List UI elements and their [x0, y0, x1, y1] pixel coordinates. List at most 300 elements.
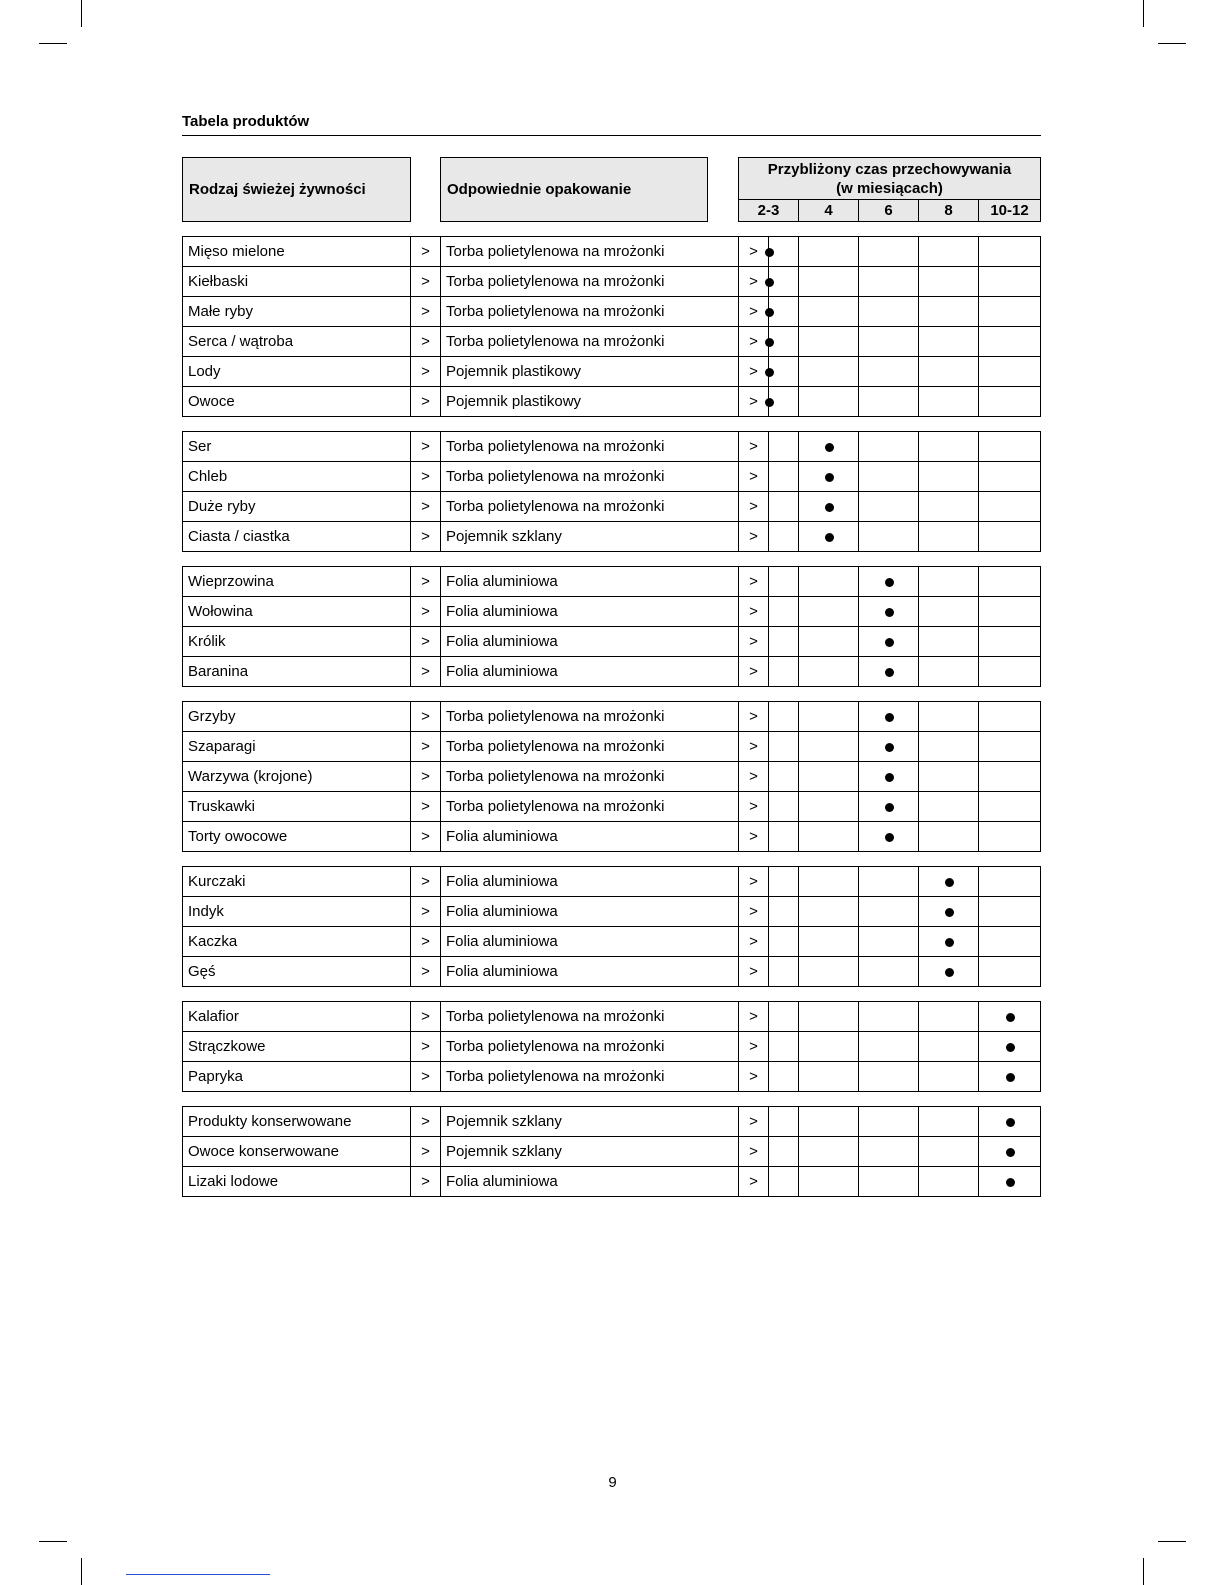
- bullet-mark: [885, 578, 894, 587]
- bullet-mark: [1006, 1043, 1015, 1052]
- arrow-cell: >: [738, 1031, 769, 1062]
- arrow-cell: >: [410, 461, 441, 492]
- packaging-cell: Folia aluminiowa: [440, 821, 739, 852]
- month-cell: [918, 1136, 979, 1167]
- packaging-cell: Folia aluminiowa: [440, 926, 739, 957]
- arrow-cell: >: [738, 821, 769, 852]
- month-cell: [858, 566, 919, 597]
- table-row: [182, 626, 1041, 656]
- month-cell: [738, 791, 799, 822]
- food-cell: Duże ryby: [182, 491, 411, 522]
- table-row: [182, 491, 1041, 521]
- month-cell: [978, 761, 1041, 792]
- month-cell: [858, 656, 919, 687]
- month-cell: [858, 431, 919, 462]
- month-cell: [978, 626, 1041, 657]
- crop-mark: [1158, 1541, 1186, 1542]
- food-cell: Indyk: [182, 896, 411, 927]
- table-row: [182, 1136, 1041, 1166]
- arrow-cell: >: [410, 296, 441, 327]
- month-cell: [918, 326, 979, 357]
- crop-mark: [1158, 43, 1186, 44]
- month-header: 8: [918, 199, 979, 222]
- month-cell: [798, 956, 859, 987]
- table-group: [182, 566, 1041, 686]
- month-cell: [918, 521, 979, 552]
- arrow-cell: >: [738, 1136, 769, 1167]
- month-cell: [798, 386, 859, 417]
- arrow-cell: >: [738, 521, 769, 552]
- month-cell: [978, 821, 1041, 852]
- header-storage-time: [738, 157, 1041, 200]
- month-cell: [738, 566, 799, 597]
- table-row: [182, 356, 1041, 386]
- month-cell: [858, 866, 919, 897]
- arrow-cell: >: [410, 866, 441, 897]
- month-cell: [738, 656, 799, 687]
- month-header: 10-12: [978, 199, 1041, 222]
- month-cell: [738, 386, 799, 417]
- month-cell: [978, 1031, 1041, 1062]
- header-storage-time-line1: Przybliżony czas przechowywania: [767, 161, 1012, 178]
- food-cell: Ser: [182, 431, 411, 462]
- arrow-cell: >: [410, 1001, 441, 1032]
- packaging-cell: Pojemnik plastikowy: [440, 386, 739, 417]
- month-cell: [918, 866, 979, 897]
- bullet-mark: [765, 398, 774, 407]
- month-cell: [798, 266, 859, 297]
- month-cell: [738, 701, 799, 732]
- packaging-cell: Torba polietylenowa na mrożonki: [440, 761, 739, 792]
- bullet-mark: [765, 368, 774, 377]
- table-group: [182, 431, 1041, 551]
- table-row: [182, 1106, 1041, 1136]
- month-cell: [918, 926, 979, 957]
- month-cell: [918, 821, 979, 852]
- month-cell: [918, 356, 979, 387]
- month-cell: [858, 386, 919, 417]
- arrow-cell: >: [738, 926, 769, 957]
- month-cell: [858, 731, 919, 762]
- packaging-cell: Torba polietylenowa na mrożonki: [440, 491, 739, 522]
- food-cell: Małe ryby: [182, 296, 411, 327]
- bullet-mark: [885, 713, 894, 722]
- table-row: [182, 956, 1041, 986]
- crop-mark: [39, 1541, 67, 1542]
- month-cell: [978, 1001, 1041, 1032]
- month-cell: [978, 296, 1041, 327]
- arrow-cell: >: [738, 236, 769, 267]
- month-cell: [978, 356, 1041, 387]
- month-cell: [738, 596, 799, 627]
- packaging-cell: Folia aluminiowa: [440, 596, 739, 627]
- month-cell: [738, 491, 799, 522]
- packaging-cell: Folia aluminiowa: [440, 896, 739, 927]
- arrow-cell: >: [410, 491, 441, 522]
- month-cell: [918, 596, 979, 627]
- month-cell: [918, 566, 979, 597]
- month-cell: [858, 1106, 919, 1137]
- month-cell: [798, 1166, 859, 1197]
- arrow-cell: >: [410, 761, 441, 792]
- month-cell: [858, 356, 919, 387]
- bullet-mark: [885, 773, 894, 782]
- month-header: 2-3: [738, 199, 799, 222]
- food-cell: Kalafior: [182, 1001, 411, 1032]
- month-cell: [978, 431, 1041, 462]
- packaging-cell: Torba polietylenowa na mrożonki: [440, 791, 739, 822]
- arrow-cell: >: [410, 1136, 441, 1167]
- crop-mark: [1143, 0, 1144, 27]
- food-cell: Kurczaki: [182, 866, 411, 897]
- packaging-cell: Torba polietylenowa na mrożonki: [440, 431, 739, 462]
- month-cell: [858, 266, 919, 297]
- bullet-mark: [1006, 1073, 1015, 1082]
- packaging-cell: Folia aluminiowa: [440, 866, 739, 897]
- month-cell: [858, 1136, 919, 1167]
- month-cell: [738, 866, 799, 897]
- food-cell: Lody: [182, 356, 411, 387]
- month-cell: [798, 1136, 859, 1167]
- month-cell: [978, 566, 1041, 597]
- arrow-cell: >: [738, 656, 769, 687]
- month-cell: [918, 1166, 979, 1197]
- month-cell: [978, 731, 1041, 762]
- food-cell: Baranina: [182, 656, 411, 687]
- month-cell: [858, 701, 919, 732]
- food-cell: Owoce: [182, 386, 411, 417]
- month-cell: [978, 1136, 1041, 1167]
- table-row: [182, 926, 1041, 956]
- packaging-cell: Pojemnik szklany: [440, 1136, 739, 1167]
- month-cell: [738, 1166, 799, 1197]
- month-cell: [738, 326, 799, 357]
- packaging-cell: Torba polietylenowa na mrożonki: [440, 326, 739, 357]
- table-row: [182, 656, 1041, 686]
- month-cell: [918, 431, 979, 462]
- header-packaging: Odpowiednie opakowanie: [440, 157, 708, 222]
- month-cell: [798, 1001, 859, 1032]
- arrow-cell: >: [738, 626, 769, 657]
- month-cell: [978, 521, 1041, 552]
- arrow-cell: >: [410, 386, 441, 417]
- month-cell: [738, 1136, 799, 1167]
- crop-mark: [81, 0, 82, 27]
- month-cell: [858, 896, 919, 927]
- arrow-cell: >: [410, 431, 441, 462]
- table-row: [182, 296, 1041, 326]
- month-cell: [738, 461, 799, 492]
- packaging-cell: Torba polietylenowa na mrożonki: [440, 296, 739, 327]
- packaging-cell: Torba polietylenowa na mrożonki: [440, 461, 739, 492]
- food-cell: Mięso mielone: [182, 236, 411, 267]
- month-cell: [798, 296, 859, 327]
- table-row: [182, 326, 1041, 356]
- arrow-cell: >: [738, 596, 769, 627]
- month-cell: [978, 236, 1041, 267]
- month-cell: [978, 701, 1041, 732]
- month-cell: [738, 266, 799, 297]
- month-cell: [858, 626, 919, 657]
- arrow-cell: >: [410, 926, 441, 957]
- arrow-cell: >: [738, 1166, 769, 1197]
- bullet-mark: [1006, 1013, 1015, 1022]
- food-cell: Kaczka: [182, 926, 411, 957]
- packaging-cell: Pojemnik szklany: [440, 521, 739, 552]
- table-row: [182, 266, 1041, 296]
- table-row: [182, 866, 1041, 896]
- bullet-mark: [825, 533, 834, 542]
- table-row: [182, 566, 1041, 596]
- bullet-mark: [945, 878, 954, 887]
- arrow-cell: >: [410, 1031, 441, 1062]
- month-cell: [738, 731, 799, 762]
- month-cell: [858, 596, 919, 627]
- arrow-cell: >: [410, 1061, 441, 1092]
- packaging-cell: Torba polietylenowa na mrożonki: [440, 266, 739, 297]
- month-cell: [918, 896, 979, 927]
- month-cell: [738, 1001, 799, 1032]
- arrow-cell: >: [410, 1166, 441, 1197]
- crop-mark: [1143, 1558, 1144, 1585]
- month-cell: [978, 896, 1041, 927]
- month-cell: [978, 386, 1041, 417]
- month-cell: [858, 926, 919, 957]
- month-cell: [798, 596, 859, 627]
- arrow-cell: >: [410, 236, 441, 267]
- month-cell: [858, 1001, 919, 1032]
- arrow-cell: >: [410, 326, 441, 357]
- table-row: [182, 1001, 1041, 1031]
- month-cell: [798, 236, 859, 267]
- arrow-cell: >: [738, 461, 769, 492]
- month-cell: [738, 521, 799, 552]
- arrow-cell: >: [410, 791, 441, 822]
- food-cell: Królik: [182, 626, 411, 657]
- arrow-cell: >: [410, 521, 441, 552]
- month-cell: [738, 956, 799, 987]
- arrow-cell: >: [410, 626, 441, 657]
- arrow-cell: >: [410, 356, 441, 387]
- month-cell: [798, 491, 859, 522]
- table-group: [182, 236, 1041, 416]
- bullet-mark: [1006, 1118, 1015, 1127]
- month-cell: [918, 1106, 979, 1137]
- month-cell: [858, 326, 919, 357]
- month-cell: [918, 956, 979, 987]
- arrow-cell: >: [738, 1106, 769, 1137]
- month-cell: [798, 761, 859, 792]
- month-cell: [798, 566, 859, 597]
- arrow-cell: >: [738, 386, 769, 417]
- month-cell: [918, 701, 979, 732]
- table-row: [182, 386, 1041, 416]
- month-cell: [978, 1061, 1041, 1092]
- month-cell: [978, 491, 1041, 522]
- table-row: [182, 821, 1041, 851]
- month-cell: [978, 461, 1041, 492]
- month-cell: [738, 356, 799, 387]
- bullet-mark: [945, 908, 954, 917]
- header-storage-time-line2: (w miesiącach): [836, 180, 943, 197]
- month-cell: [858, 491, 919, 522]
- month-cell: [738, 926, 799, 957]
- packaging-cell: Folia aluminiowa: [440, 626, 739, 657]
- crop-mark: [81, 1558, 82, 1585]
- arrow-cell: >: [410, 731, 441, 762]
- month-cell: [798, 626, 859, 657]
- arrow-cell: >: [738, 761, 769, 792]
- bullet-mark: [885, 668, 894, 677]
- month-cell: [918, 461, 979, 492]
- arrow-cell: >: [738, 1001, 769, 1032]
- arrow-cell: >: [738, 701, 769, 732]
- packaging-cell: Folia aluminiowa: [440, 566, 739, 597]
- month-cell: [918, 1031, 979, 1062]
- month-cell: [978, 656, 1041, 687]
- arrow-cell: >: [410, 266, 441, 297]
- arrow-cell: >: [738, 566, 769, 597]
- bullet-mark: [885, 608, 894, 617]
- month-cell: [978, 266, 1041, 297]
- month-cell: [978, 866, 1041, 897]
- month-cell: [978, 1166, 1041, 1197]
- packaging-cell: Folia aluminiowa: [440, 1166, 739, 1197]
- month-cell: [918, 236, 979, 267]
- page-number: 9: [608, 1474, 617, 1491]
- food-cell: Strączkowe: [182, 1031, 411, 1062]
- arrow-cell: >: [738, 491, 769, 522]
- bullet-mark: [825, 503, 834, 512]
- month-cell: [798, 701, 859, 732]
- bullet-mark: [885, 803, 894, 812]
- crop-mark: [39, 43, 67, 44]
- table-group: [182, 866, 1041, 986]
- food-cell: Chleb: [182, 461, 411, 492]
- bullet-mark: [945, 938, 954, 947]
- month-header: 4: [798, 199, 859, 222]
- food-cell: Owoce konserwowane: [182, 1136, 411, 1167]
- food-cell: Torty owocowe: [182, 821, 411, 852]
- arrow-cell: >: [410, 656, 441, 687]
- month-cell: [738, 236, 799, 267]
- month-cell: [798, 521, 859, 552]
- table-row: [182, 236, 1041, 266]
- month-cell: [858, 461, 919, 492]
- month-cell: [738, 1106, 799, 1137]
- month-cell: [798, 326, 859, 357]
- bullet-mark: [945, 968, 954, 977]
- arrow-cell: >: [410, 701, 441, 732]
- month-cell: [798, 821, 859, 852]
- month-cell: [738, 1031, 799, 1062]
- table-row: [182, 596, 1041, 626]
- month-cell: [978, 1106, 1041, 1137]
- month-cell: [858, 236, 919, 267]
- bullet-mark: [825, 443, 834, 452]
- arrow-cell: >: [410, 956, 441, 987]
- month-cell: [978, 926, 1041, 957]
- table-row: [182, 731, 1041, 761]
- packaging-cell: Torba polietylenowa na mrożonki: [440, 1031, 739, 1062]
- bullet-mark: [825, 473, 834, 482]
- month-cell: [798, 1061, 859, 1092]
- month-cell: [738, 761, 799, 792]
- month-cell: [918, 626, 979, 657]
- food-cell: Ciasta / ciastka: [182, 521, 411, 552]
- food-cell: Kiełbaski: [182, 266, 411, 297]
- table-row: [182, 896, 1041, 926]
- food-cell: Truskawki: [182, 791, 411, 822]
- month-cell: [918, 296, 979, 327]
- packaging-cell: Pojemnik szklany: [440, 1106, 739, 1137]
- month-cell: [798, 461, 859, 492]
- table-group: [182, 1106, 1041, 1196]
- packaging-cell: Pojemnik plastikowy: [440, 356, 739, 387]
- food-cell: Warzywa (krojone): [182, 761, 411, 792]
- arrow-cell: >: [738, 896, 769, 927]
- header-food-type: Rodzaj świeżej żywności: [182, 157, 411, 222]
- month-cell: [798, 356, 859, 387]
- bullet-mark: [765, 308, 774, 317]
- bullet-mark: [885, 833, 894, 842]
- arrow-cell: >: [738, 866, 769, 897]
- bullet-mark: [1006, 1148, 1015, 1157]
- month-cell: [918, 791, 979, 822]
- month-cell: [798, 866, 859, 897]
- bullet-mark: [1006, 1178, 1015, 1187]
- month-cell: [738, 296, 799, 327]
- arrow-cell: >: [738, 791, 769, 822]
- arrow-cell: >: [410, 566, 441, 597]
- table-row: [182, 431, 1041, 461]
- bullet-mark: [765, 338, 774, 347]
- footer-link-rule: [126, 1574, 270, 1575]
- month-cell: [798, 656, 859, 687]
- month-cell: [978, 956, 1041, 987]
- arrow-cell: >: [738, 1061, 769, 1092]
- table-group: [182, 701, 1041, 851]
- month-cell: [798, 1106, 859, 1137]
- month-cell: [738, 431, 799, 462]
- packaging-cell: Torba polietylenowa na mrożonki: [440, 701, 739, 732]
- food-cell: Szaparagi: [182, 731, 411, 762]
- month-cell: [918, 1001, 979, 1032]
- table-row: [182, 1031, 1041, 1061]
- packaging-cell: Torba polietylenowa na mrożonki: [440, 731, 739, 762]
- bullet-mark: [885, 743, 894, 752]
- food-cell: Wieprzowina: [182, 566, 411, 597]
- arrow-cell: >: [410, 596, 441, 627]
- arrow-cell: >: [738, 296, 769, 327]
- title-divider: [182, 135, 1041, 136]
- month-cell: [978, 596, 1041, 627]
- month-cell: [738, 1061, 799, 1092]
- month-cell: [918, 491, 979, 522]
- packaging-cell: Folia aluminiowa: [440, 956, 739, 987]
- month-cell: [918, 386, 979, 417]
- month-cell: [798, 926, 859, 957]
- food-cell: Lizaki lodowe: [182, 1166, 411, 1197]
- month-cell: [858, 1166, 919, 1197]
- arrow-cell: >: [738, 731, 769, 762]
- month-cell: [858, 1061, 919, 1092]
- month-cell: [738, 896, 799, 927]
- table-row: [182, 1166, 1041, 1196]
- month-cell: [798, 791, 859, 822]
- food-cell: Produkty konserwowane: [182, 1106, 411, 1137]
- month-cell: [918, 761, 979, 792]
